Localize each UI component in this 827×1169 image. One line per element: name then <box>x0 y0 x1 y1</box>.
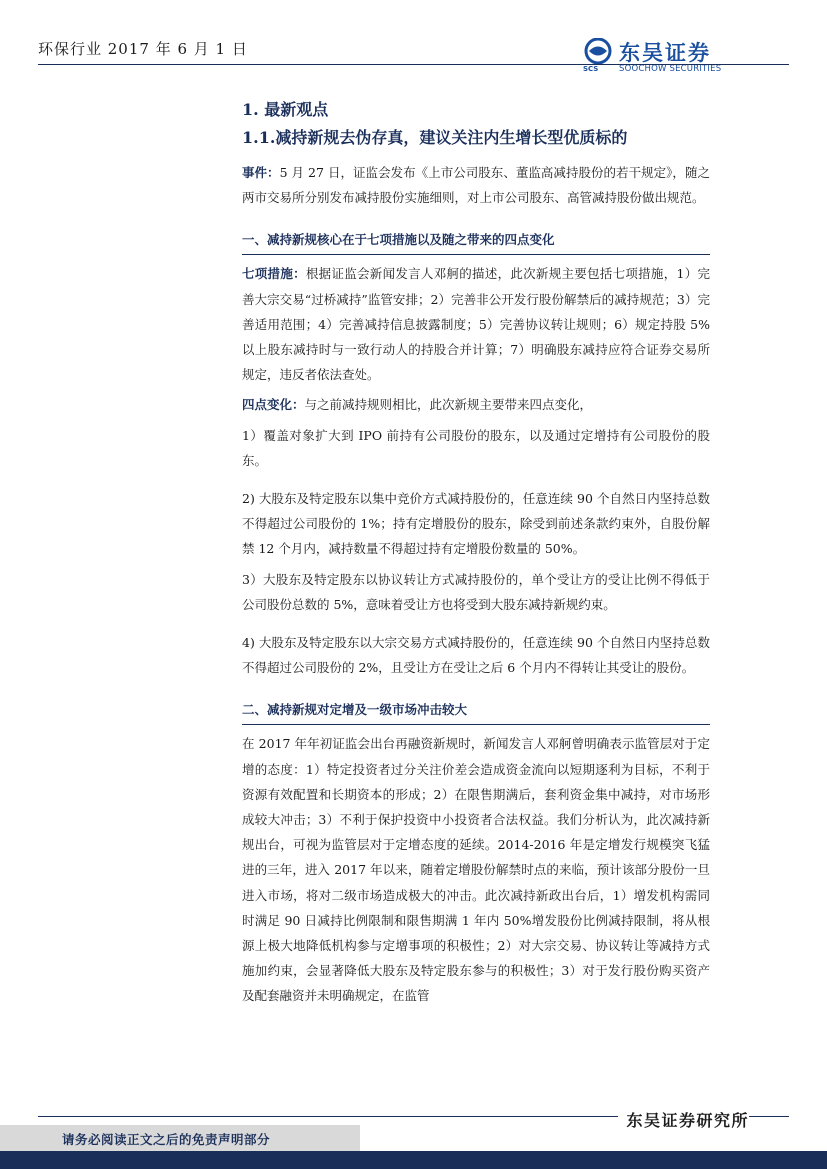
four-changes-text: 与之前减持规则相比，此次新规主要带来四点变化， <box>304 397 593 413</box>
logo-mark-label: SCS <box>583 65 599 73</box>
change-point-2: 2) 大股东及特定股东以集中竞价方式减持股份的，任意连续 90 个自然日内坚持总数不得超过公司股份的 1%；持有定增股份的股东，除受到前述条款约束外，自股份解禁 12 个月内，减持数量不得超过持有定增股份数量的 50%。 <box>242 491 710 557</box>
logo-subtitle: SOOCHOW SECURITIES <box>619 64 722 74</box>
disclaimer-text: 请务必阅读正文之后的免责声明部分 <box>62 1132 271 1147</box>
change-point-1: 1）覆盖对象扩大到 IPO 前持有公司股份的股东，以及通过定增持有公司股份的股东。 <box>242 427 710 468</box>
section-title-2: 二、减持新规对定增及一级市场冲击较大 <box>242 700 710 725</box>
seven-measures-text: 根据证监会新闻发言人邓舸的描述，此次新规主要包括七项措施，1）完善大宗交易“过桥减持”监管安排；2）完善非公开发行股份解禁后的减持规范；3）完善适用范围；4）完善减持信息披露制度；5）完善协议转让规则；6）规定持股 5%以上股东减持时与一致行动人的持股合并计算；7）明确股东减持应符合证券交易所规定，违反者依法查处。 <box>242 266 710 383</box>
change-point-3: 3）大股东及特定股东以协议转让方式减持股份的，单个受让方的受让比例不得低于公司股份总数的 5%，意味着受让方也将受到大股东减持新规约束。 <box>242 571 710 612</box>
company-logo <box>581 38 749 78</box>
event-lead: 事件： <box>242 165 280 180</box>
section-heading-1: 1. 最新观点 <box>242 100 329 119</box>
report-body <box>242 96 710 1014</box>
event-text: 5 月 27 日，证监会发布《上市公司股东、董监高减持股份的若干规定》，随之两市交易所分别发布减持股份实施细则，对上市公司股东、高管减持股份做出规范。 <box>242 165 710 206</box>
institute-name: 东吴证券研究所 <box>618 1108 749 1131</box>
section-heading-1-1: 1.1.减持新规去伪存真，建议关注内生增长型优质标的 <box>242 128 628 147</box>
header-divider <box>38 64 789 65</box>
section-title-1: 一、减持新规核心在于七项措施以及随之带来的四点变化 <box>242 230 710 255</box>
logo-name: 东吴证券 <box>619 41 711 65</box>
event-paragraph <box>242 160 710 210</box>
report-date-header: 环保行业 2017 年 6 月 1 日 <box>38 40 248 58</box>
change-point-4: 4) 大股东及特定股东以大宗交易方式减持股份的，任意连续 90 个自然日内坚持总数不得超过公司股份的 2%，且受让方在受让之后 6 个月内不得转让其受让的股份。 <box>242 635 710 676</box>
four-changes-paragraph <box>242 392 710 417</box>
seven-measures-lead: 七项措施： <box>242 266 306 282</box>
four-changes-lead: 四点变化： <box>242 397 305 413</box>
footer-bar <box>0 1151 827 1169</box>
section2-paragraph: 在 2017 年年初证监会出台再融资新规时，新闻发言人邓舸曾明确表示监管层对于定增的态度：1）特定投资者过分关注价差会造成资金流向以短期逐利为目标，不利于资源有效配置和长期资本的形成；2）在限售期满后，套利资金集中减持，对市场形成较大冲击；3）不利于保护投资中小投资者合法权益。我们分析认为，此次减持新规出台，可视为监管层对于定增态度的延续。2014-2016 年是定增发行规模突飞猛进的三年，进入 2017 年以来，随着定增股份解禁时点的来临，预计该部分股份一旦进入市场，将对二级市场造成极大的冲击。此次减持新政出台后，1）增发机构需同时满足 90 日减持比例限制和限售期满 1 年内 50%增发股份比例减持限制，将从根源上极大地降低机构参与定增事项的积极性；2）对大宗交易、协议转让等减持方式施加约束，会显著降低大股东及特定股东参与的积极性；3）对于发行股份购买资产及配套融资并未明确规定，在监管 <box>242 736 710 1004</box>
seven-measures-paragraph <box>242 261 710 387</box>
